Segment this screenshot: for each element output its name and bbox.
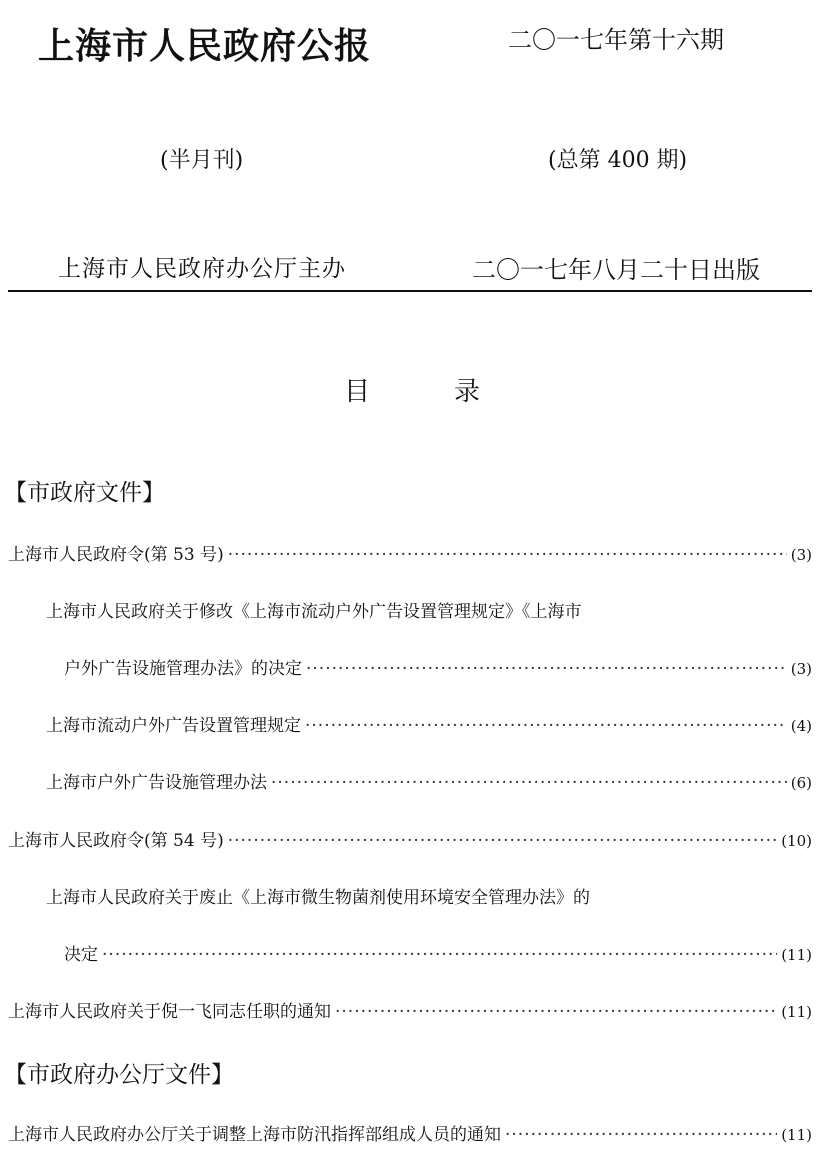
toc-entry-title: 决定 — [64, 945, 98, 965]
toc-entry-page: (11) — [781, 1003, 812, 1021]
section-header-municipal-government: 【市政府文件】 — [4, 480, 165, 506]
toc-entry-page: (3) — [790, 546, 812, 564]
toc-entry[interactable] — [46, 597, 582, 621]
contents-heading: 目录 — [344, 377, 565, 407]
toc-entry[interactable] — [46, 768, 812, 792]
toc-leader-dots — [102, 945, 777, 965]
toc-entry-title: 上海市人民政府关于修改《上海市流动户外广告设置管理规定》《上海市 — [46, 602, 582, 622]
toc-leader-dots — [335, 1002, 777, 1022]
toc-entry-page: (11) — [781, 946, 812, 964]
toc-entry-page: (6) — [790, 774, 812, 792]
frequency-label: (半月刊) — [160, 148, 244, 173]
toc-entry[interactable] — [8, 826, 812, 850]
toc-entry-page: (10) — [781, 832, 812, 850]
toc-entry-page: (4) — [790, 717, 812, 735]
issue-number: 二〇一七年第十六期 — [508, 26, 724, 54]
toc-entry-title: 户外广告设施管理办法》的决定 — [64, 659, 302, 679]
toc-entry[interactable] — [8, 997, 812, 1021]
total-issue-label: (总第 400 期) — [548, 148, 688, 173]
toc-leader-dots — [271, 773, 787, 793]
header-rule — [8, 290, 812, 292]
toc-entry-page: (3) — [790, 660, 812, 678]
toc-entry[interactable] — [46, 711, 812, 735]
toc-entry-title: 上海市人民政府令(第 53 号) — [8, 545, 224, 565]
toc-entry-title: 上海市流动户外广告设置管理规定 — [46, 716, 301, 736]
toc-leader-dots — [505, 1125, 777, 1145]
toc-leader-dots — [228, 545, 787, 565]
toc-leader-dots — [306, 659, 787, 679]
section-header-general-office: 【市政府办公厅文件】 — [4, 1062, 234, 1088]
toc-entry-title: 上海市人民政府关于倪一飞同志任职的通知 — [8, 1002, 331, 1022]
publish-date: 二〇一七年八月二十日出版 — [472, 256, 760, 284]
organizer-label: 上海市人民政府办公厅主办 — [58, 256, 346, 282]
toc-entry-title: 上海市人民政府令(第 54 号) — [8, 831, 224, 851]
toc-entry[interactable] — [64, 654, 812, 678]
toc-entry[interactable] — [46, 883, 590, 907]
toc-entry[interactable] — [8, 1120, 812, 1144]
toc-entry-page: (11) — [781, 1126, 812, 1144]
toc-entry-title: 上海市人民政府办公厅关于调整上海市防汛指挥部组成人员的通知 — [8, 1125, 501, 1145]
toc-leader-dots — [305, 716, 787, 736]
toc-entry-title: 上海市户外广告设施管理办法 — [46, 773, 267, 793]
toc-entry[interactable] — [64, 940, 812, 964]
toc-leader-dots — [228, 831, 777, 851]
toc-entry[interactable] — [8, 540, 812, 564]
toc-entry-title: 上海市人民政府关于废止《上海市微生物菌剂使用环境安全管理办法》的 — [46, 888, 590, 908]
masthead-title: 上海市人民政府公报 — [38, 26, 372, 67]
